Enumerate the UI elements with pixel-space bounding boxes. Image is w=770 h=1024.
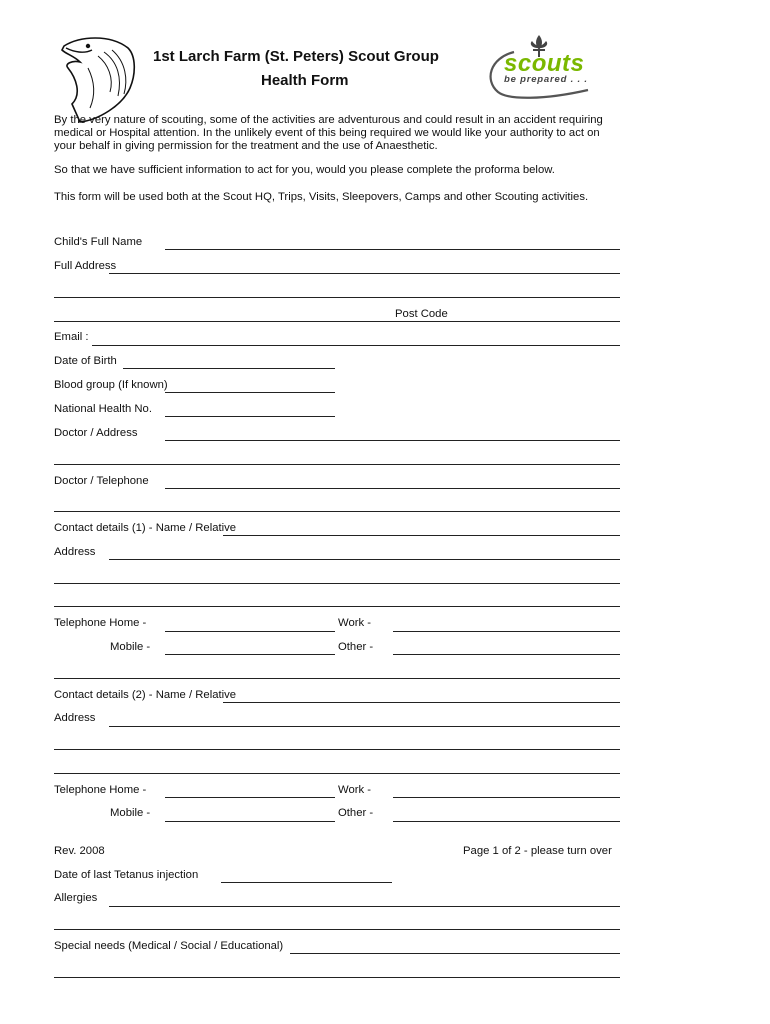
page-indicator: Page 1 of 2 - please turn over — [463, 845, 612, 857]
doctor-address-field-line-2[interactable] — [54, 464, 620, 465]
contact2-telephone-home-label: Telephone Home - — [54, 784, 147, 796]
contact1-mobile-label: Mobile - — [110, 641, 151, 653]
logo-word: scouts — [504, 50, 585, 77]
form-title: 1st Larch Farm (St. Peters) Scout Group — [153, 48, 439, 65]
contact1-work-field[interactable] — [393, 631, 620, 632]
scouts-logo — [484, 34, 604, 100]
contact1-mobile-field[interactable] — [165, 654, 335, 655]
contact2-heading: Contact details (2) - Name / Relative — [54, 689, 237, 701]
email-field[interactable] — [92, 345, 620, 346]
form-subtitle: Health Form — [261, 72, 349, 89]
eagle-head-icon — [58, 34, 138, 124]
contact2-name-field[interactable] — [223, 702, 620, 703]
contact2-address-field[interactable] — [109, 726, 620, 727]
revision-label: Rev. 2008 — [54, 845, 105, 857]
doctor-address-label: Doctor / Address — [54, 427, 138, 439]
blood-group-label: Blood group (If known) — [54, 379, 168, 391]
dob-field[interactable] — [123, 368, 335, 369]
allergies-field[interactable] — [109, 906, 620, 907]
doctor-telephone-field[interactable] — [165, 488, 620, 489]
contact1-address-label: Address — [54, 546, 96, 558]
contact1-other-field[interactable] — [393, 654, 620, 655]
nhs-number-label: National Health No. — [54, 403, 152, 415]
contact2-other-field[interactable] — [393, 821, 620, 822]
contact2-address-label: Address — [54, 712, 96, 724]
special-needs-field-line-2[interactable] — [54, 977, 620, 978]
intro-paragraph-1: By the very nature of scouting, some of the activities are adventurous and could result in an accident requiring medical or Hospital attention. In the unlikely event of this being required we would like your authority to act on your behalf in giving permission for the treatment and the use of Anaesthetic. — [54, 114, 603, 152]
post-code-field[interactable] — [54, 321, 620, 322]
email-label: Email : — [54, 331, 89, 343]
allergies-label: Allergies — [54, 892, 98, 904]
doctor-telephone-label: Doctor / Telephone — [54, 475, 149, 487]
contact2-mobile-label: Mobile - — [110, 807, 151, 819]
tetanus-field[interactable] — [221, 882, 392, 883]
contact2-address-field-line-3[interactable] — [54, 773, 620, 774]
contact1-name-field[interactable] — [223, 535, 620, 536]
contact1-address-field-line-2[interactable] — [54, 583, 620, 584]
contact2-work-field[interactable] — [393, 797, 620, 798]
contact2-address-field-line-2[interactable] — [54, 749, 620, 750]
full-address-field[interactable] — [109, 273, 620, 274]
dob-label: Date of Birth — [54, 355, 117, 367]
nhs-number-field[interactable] — [165, 416, 335, 417]
intro-paragraph-3: This form will be used both at the Scout HQ, Trips, Visits, Sleepovers, Camps and other Scouting activities. — [54, 191, 589, 203]
contact1-heading: Contact details (1) - Name / Relative — [54, 522, 237, 534]
doctor-address-field[interactable] — [165, 440, 620, 441]
allergies-field-line-2[interactable] — [54, 929, 620, 930]
tetanus-label: Date of last Tetanus injection — [54, 869, 199, 881]
full-address-label: Full Address — [54, 260, 117, 272]
contact1-address-field-line-3[interactable] — [54, 606, 620, 607]
contact1-work-label: Work - — [338, 617, 372, 629]
contact1-other-label: Other - — [338, 641, 374, 653]
contact2-telephone-home-field[interactable] — [165, 797, 335, 798]
contact2-work-label: Work - — [338, 784, 372, 796]
full-address-field-line-2[interactable] — [54, 297, 620, 298]
blood-group-field[interactable] — [165, 392, 335, 393]
special-needs-field[interactable] — [290, 953, 620, 954]
contact1-telephone-home-field[interactable] — [165, 631, 335, 632]
child-name-label: Child's Full Name — [54, 236, 143, 248]
contact2-mobile-field[interactable] — [165, 821, 335, 822]
post-code-label: Post Code — [395, 308, 448, 320]
section-divider-1 — [54, 511, 620, 512]
child-name-field[interactable] — [165, 249, 620, 250]
contact1-telephone-home-label: Telephone Home - — [54, 617, 147, 629]
contact1-address-field[interactable] — [109, 559, 620, 560]
special-needs-label: Special needs (Medical / Social / Educational) — [54, 940, 284, 952]
contact2-other-label: Other - — [338, 807, 374, 819]
logo-motto: be prepared . . . — [504, 74, 588, 85]
section-divider-2 — [54, 678, 620, 679]
intro-paragraph-2: So that we have sufficient information to act for you, would you please complete the proforma below. — [54, 164, 555, 176]
